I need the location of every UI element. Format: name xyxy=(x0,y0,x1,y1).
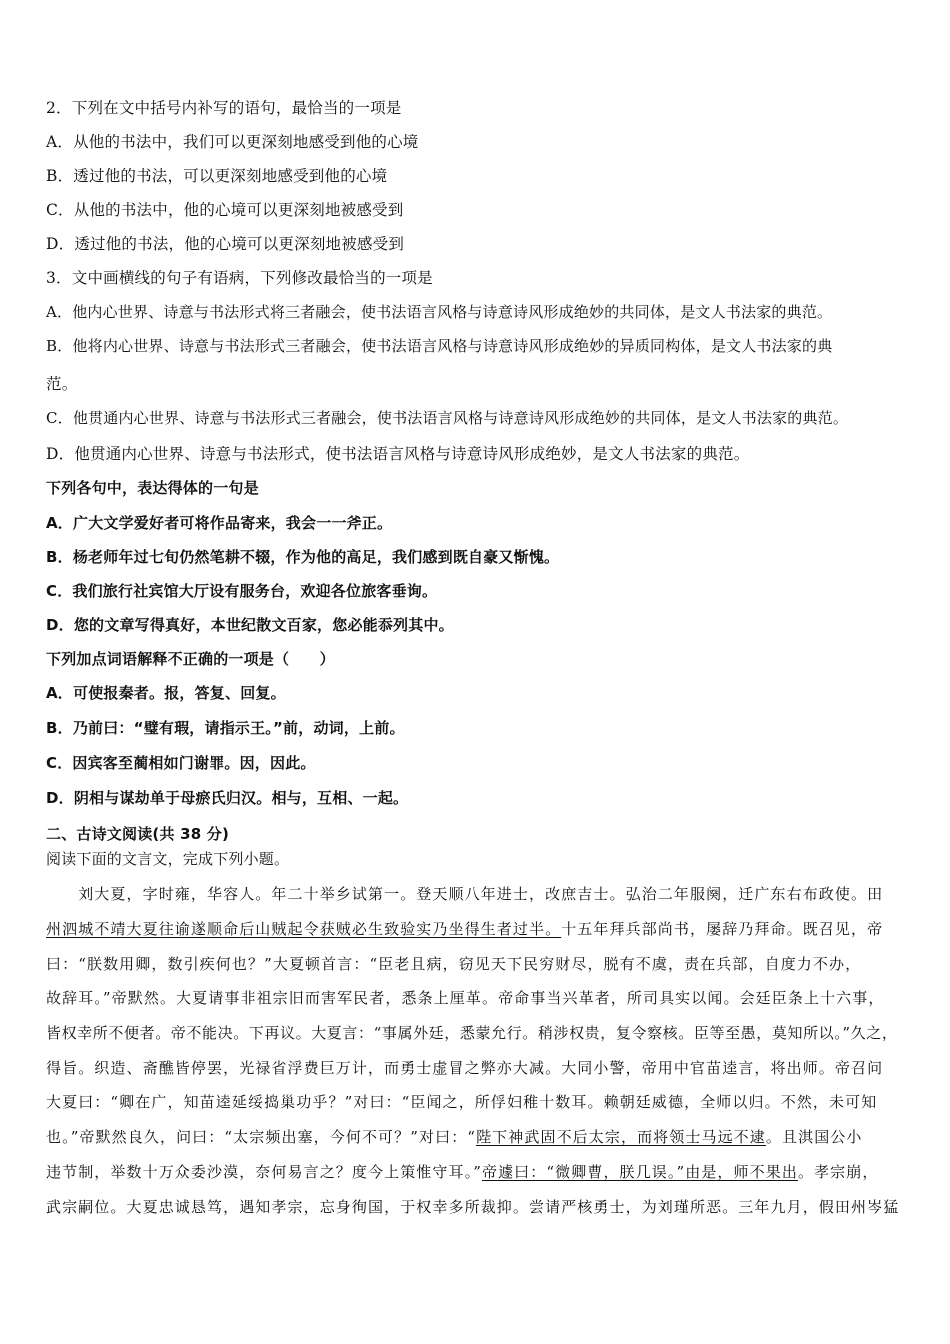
q3-option-b: B．他将内心世界、诗意与书法形式三者融会，使书法语言风格与诗意诗风形成绝妙的异质同构体，是文人书法家的典 xyxy=(46,337,833,355)
passage-line-9-end: 。孝宗崩， xyxy=(797,1163,879,1181)
passage-line-1: 刘大夏，字时雍，华容人。年二十举乡试第一。登天顺八年进士，改庶吉士。弘治二年服阕，迁广东右布政使。田 xyxy=(46,885,884,903)
passage-line-7: 大夏曰：“卿在广，知苗逵延绥捣巢功乎？”对曰：“臣闻之，所俘妇稚十数耳。赖朝廷威德，全师以归。不然，未可知 xyxy=(46,1093,878,1111)
q5-option-b: B．乃前曰：“璧有瑕，请指示王。”前，动词，上前。 xyxy=(46,719,405,737)
passage-line-4: 故辞耳。”帝默然。大夏请事非祖宗旧而害军民者，悉条上厘革。帝命事当兴革者，所司具实以闻。会廷臣条上十六事， xyxy=(46,989,885,1007)
passage-line-8 xyxy=(46,1126,863,1147)
passage-line-5: 皆权幸所不便者。帝不能决。下再议。大夏言：“事属外廷，悉蒙允行。稍涉权贵，复令察核。臣等至愚，莫知所以。”久之， xyxy=(46,1024,898,1042)
underlined-sentence-1: 州泗城不靖大夏往谕遂顺命后山贼起令获贼必生致验实乃坐得生者过半。 xyxy=(46,920,562,938)
q5-option-c: C．因宾客至蔺相如门谢罪。因，因此。 xyxy=(46,754,316,772)
q5-option-d: D．阴相与谋劫单于母瘀氏归汉。相与，互相、一起。 xyxy=(46,789,409,807)
q3-option-a: A．他内心世界、诗意与书法形式将三者融会，使书法语言风格与诗意诗风形成绝妙的共同体，是文人书法家的典范。 xyxy=(46,303,833,321)
passage-line-9 xyxy=(46,1161,878,1182)
q5-stem: 下列加点词语解释不正确的一项是（ ） xyxy=(46,650,335,668)
passage-line-8-end: 。且淇国公小 xyxy=(765,1128,863,1146)
q5-option-a: A．可使报秦者。报，答复、回复。 xyxy=(46,684,286,702)
section-instruction: 阅读下面的文言文，完成下列小题。 xyxy=(46,850,290,868)
passage-line-2 xyxy=(46,918,883,939)
q4-option-a: A．广大文学爱好者可将作品寄来，我会一一斧正。 xyxy=(46,514,393,532)
passage-line-6: 得旨。织造、斋醮皆停罢，光禄省浮费巨万计，而勇士虚冒之弊亦大减。大同小警，帝用中官苗逵言，将出师。帝召问 xyxy=(46,1059,884,1077)
q2-option-c: C．从他的书法中，他的心境可以更深刻地被感受到 xyxy=(46,201,404,219)
passage-line-8-start: 也。”帝默然良久，问曰：“太宗频出塞，今何不可？”对曰：“ xyxy=(46,1128,477,1146)
passage-line-3: 曰：“朕数用卿，数引疾何也？”大夏顿首言：“臣老且病，窃见天下民穷财尽，脱有不虞，责在兵部，自度力不办， xyxy=(46,955,862,973)
q3-option-c: C．他贯通内心世界、诗意与书法形式三者融会，使书法语言风格与诗意诗风形成绝妙的共同体，是文人书法家的典范。 xyxy=(46,409,849,427)
q4-stem: 下列各句中，表达得体的一句是 xyxy=(46,479,259,497)
q2-option-d: D．透过他的书法，他的心境可以更深刻地被感受到 xyxy=(46,235,405,253)
q4-option-b: B．杨老师年过七旬仍然笔耕不辍，作为他的高足，我们感到既自豪又惭愧。 xyxy=(46,548,560,566)
passage-line-9-start: 违节制，举数十万众委沙漠，奈何易言之？度今上策惟守耳。” xyxy=(46,1163,482,1181)
q2-option-a: A．从他的书法中，我们可以更深刻地感受到他的心境 xyxy=(46,133,419,151)
section-title: 二、古诗文阅读(共 38 分) xyxy=(46,825,230,843)
q3-option-b-cont: 范。 xyxy=(46,375,78,393)
q3-stem: 3．文中画横线的句子有语病，下列修改最恰当的一项是 xyxy=(46,269,433,287)
underlined-sentence-2: 陛下神武固不后太宗，而将领士马远不逮 xyxy=(476,1128,766,1146)
q4-option-d: D．您的文章写得真好，本世纪散文百家，您必能忝列其中。 xyxy=(46,616,454,634)
passage-line-2-rest: 十五年拜兵部尚书，屡辞乃拜命。既召见，帝 xyxy=(561,920,884,938)
underlined-sentence-3: 帝遽曰：“微卿曹，朕几误。”由是，师不果出 xyxy=(481,1163,798,1181)
q2-option-b: B．透过他的书法，可以更深刻地感受到他的心境 xyxy=(46,167,388,185)
q4-option-c: C．我们旅行社宾馆大厅设有服务台，欢迎各位旅客垂询。 xyxy=(46,582,438,600)
q3-option-d: D．他贯通内心世界、诗意与书法形式，使书法语言风格与诗意诗风形成绝妙，是文人书法家的典范。 xyxy=(46,445,750,463)
q2-stem: 2．下列在文中括号内补写的语句，最恰当的一项是 xyxy=(46,99,402,117)
passage-line-10: 武宗嗣位。大夏忠诚恳笃，遇知孝宗，忘身徇国，于权幸多所裁抑。尝请严核勇士，为刘瑾所恶。三年九月，假田州岑猛 xyxy=(46,1198,900,1216)
